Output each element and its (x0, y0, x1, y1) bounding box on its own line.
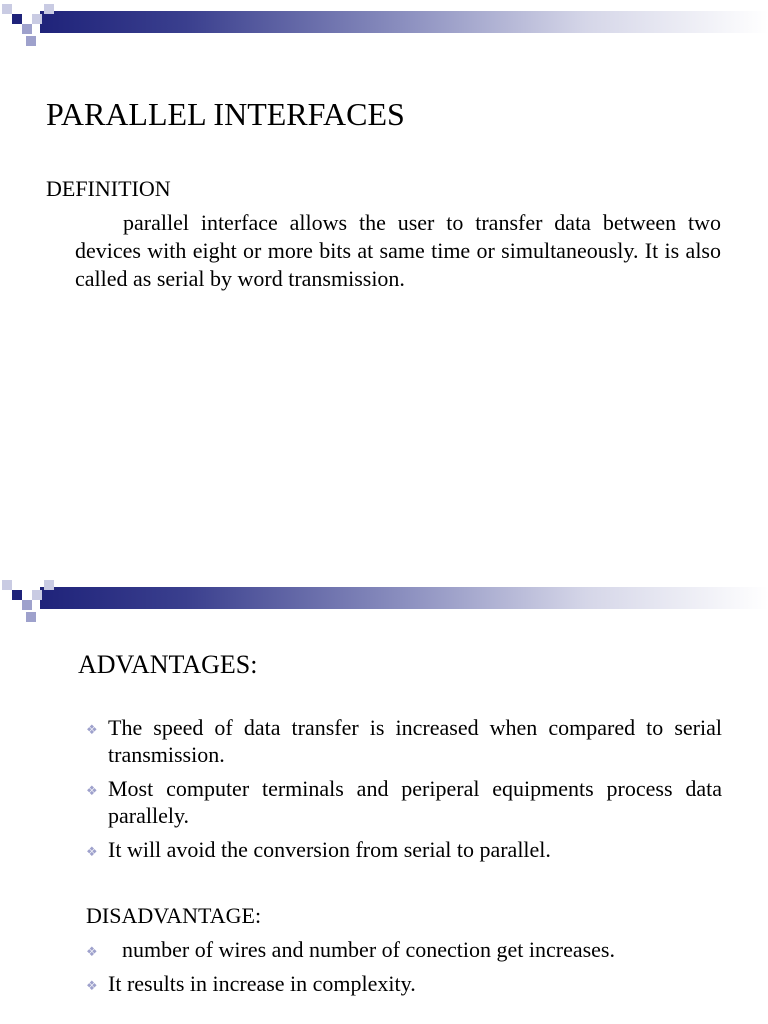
header-decoration-bar (0, 0, 768, 50)
header-square (44, 4, 54, 14)
definition-text: parallel interface allows the user to transfer data between two devices with eight or more bits at same time or simultaneously. It is also called as serial by word transmission. (75, 210, 721, 291)
header-square (12, 14, 22, 24)
list-item (86, 936, 722, 963)
header-square (2, 4, 12, 14)
list-item (86, 775, 722, 829)
advantage-text: It will avoid the conversion from serial to parallel. (108, 837, 551, 862)
slide-title: PARALLEL INTERFACES (46, 96, 405, 132)
list-item (86, 836, 722, 863)
disadvantages-list (86, 936, 722, 1004)
slide-2 (0, 576, 768, 1024)
header-gradient (40, 11, 768, 33)
header-square (44, 580, 54, 590)
header-square (2, 580, 12, 590)
advantage-text: The speed of data transfer is increased when compared to serial transmission. (108, 715, 722, 767)
advantages-heading: ADVANTAGES: (78, 650, 258, 679)
definition-heading: DEFINITION (46, 176, 171, 201)
disadvantage-heading: DISADVANTAGE: (86, 903, 262, 928)
header-decoration-bar (0, 576, 768, 626)
header-gradient (40, 587, 768, 609)
diamond-bullet-icon: ❖ (86, 722, 98, 737)
advantages-list (86, 714, 722, 870)
advantage-text: Most computer terminals and periperal equipments process data parallely. (108, 776, 722, 828)
diamond-bullet-icon: ❖ (86, 978, 98, 993)
header-square (26, 612, 36, 622)
diamond-bullet-icon: ❖ (86, 844, 98, 859)
header-square (26, 36, 36, 46)
diamond-bullet-icon: ❖ (86, 783, 98, 798)
diamond-bullet-icon: ❖ (86, 944, 98, 959)
header-square (32, 14, 42, 24)
header-square (22, 24, 32, 34)
disadvantage-text: number of wires and number of conection get increases. (122, 937, 615, 962)
disadvantage-text: It results in increase in complexity. (108, 971, 416, 996)
list-item (86, 970, 722, 997)
header-square (22, 600, 32, 610)
header-square (32, 590, 42, 600)
list-item (86, 714, 722, 768)
header-square (12, 590, 22, 600)
